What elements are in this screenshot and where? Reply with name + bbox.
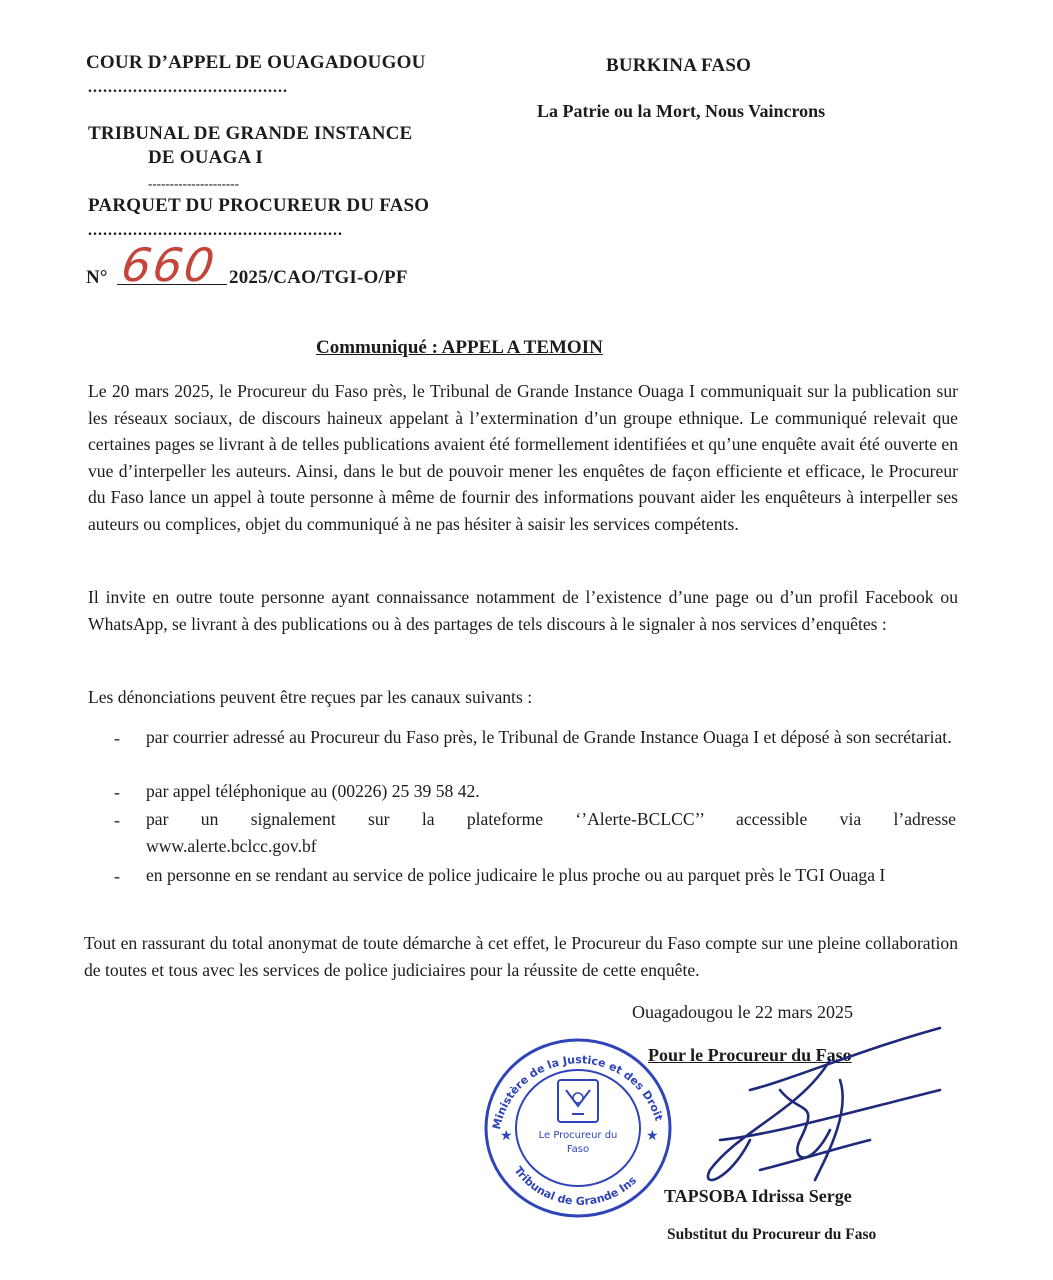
closing-paragraph: Tout en rassurant du total anonymat de toute démarche à cet effet, le Procureur du Faso compte sur une pleine collaboration de toutes et tous avec les services de police judiciaires pour la réussite de cette enquête. (84, 933, 958, 980)
signature-for-line: Pour le Procureur du Faso (648, 1045, 852, 1065)
parquet-name: PARQUET DU PROCUREUR DU FASO (88, 195, 430, 216)
tribunal-name: TRIBUNAL DE GRANDE INSTANCE (88, 123, 413, 144)
channel-mail: par courrier adressé au Procureur du Faso près, le Tribunal de Grande Instance Ouaga I et déposé à son secrétariat. (146, 727, 952, 747)
svg-text:★: ★ (500, 1129, 513, 1144)
stamp-inner-line2: Faso (566, 1144, 590, 1155)
paragraph-invitation: Il invite en outre toute personne ayant connaissance notamment de l’existence d’une page ou d’un profil Facebook ou WhatsApp, se livrant à des publications ou à des partages de tels discours à le signaler à nos services d’enquêtes : (88, 587, 958, 634)
dotted-separator: ........................................ (88, 79, 288, 96)
signatory-role: Substitut du Procureur du Faso (667, 1226, 877, 1243)
signature-icon (600, 1020, 960, 1200)
stamp-ring-text: Ministère de la Justice et des Droit (490, 1053, 666, 1131)
channel-platform: par un signalement sur la plateforme ‘’Alerte-BCLCC’’ accessible via l’adresse www.alerte.bclcc.gov.bf (146, 809, 956, 856)
list-item (88, 806, 958, 862)
number-suffix: 2025/CAO/TGI-O/PF (229, 267, 408, 288)
number-label: N° (86, 267, 108, 288)
channels-list (88, 724, 958, 916)
dotted-separator: ................................................... (88, 222, 343, 239)
handwritten-signature (600, 1020, 960, 1200)
place-date: Ouagadougou le 22 mars 2025 (632, 1002, 853, 1022)
court-name: COUR D’APPEL DE OUAGADOUGOU (86, 52, 426, 73)
stamp-bottom-text: Tribunal de Grande Ins (511, 1163, 640, 1208)
channel-in-person: en personne en se rendant au service de police judicaire le plus proche ou au parquet près le TGI Ouaga I (146, 865, 886, 885)
tribunal-name-line2: DE OUAGA I (148, 147, 263, 168)
svg-text:★: ★ (646, 1129, 659, 1144)
bullet-dash: - (114, 728, 120, 748)
stamp-inner-line1: Le Procureur du (538, 1130, 618, 1141)
bullet-dash: - (114, 782, 120, 802)
national-motto: La Patrie ou la Mort, Nous Vaincrons (537, 101, 826, 121)
list-item (88, 724, 958, 778)
country-name: BURKINA FASO (606, 55, 752, 76)
document-title: Communiqué : APPEL A TEMOIN (316, 337, 603, 358)
paragraph-context: Le 20 mars 2025, le Procureur du Faso près, le Tribunal de Grande Instance Ouaga I communiquait sur la publication sur les réseaux sociaux, de discours haineux appelant à l’extermination d’un groupe ethnique. Le communiqué relevait que certaines pages se livrant à de telles publications avaient été formellement identifiées et qu’une enquête avait été ouverte en vue d’interpeller les auteurs. Ainsi, dans le but de pouvoir mener les enquêtes de façon efficiente et efficace, le Procureur du Faso lance un appel à toute personne à même de fournir des informations pouvant aider les enquêteurs à interpeller ses auteurs ou complices, objet du communiqué à ne pas hésiter à saisir les services compétents. (88, 381, 958, 534)
bullet-dash: - (114, 810, 120, 830)
handwritten-number: 660 (118, 238, 220, 292)
channel-phone: par appel téléphonique au (00226) 25 39 58 42. (146, 781, 480, 801)
bullet-dash: - (114, 866, 120, 886)
list-item (88, 862, 958, 916)
paragraph-channels-intro: Les dénonciations peuvent être reçues par les canaux suivants : (88, 687, 533, 707)
list-item (88, 778, 958, 806)
dashed-separator: --------------------- (148, 176, 239, 191)
signatory-name: TAPSOBA Idrissa Serge (664, 1186, 852, 1206)
